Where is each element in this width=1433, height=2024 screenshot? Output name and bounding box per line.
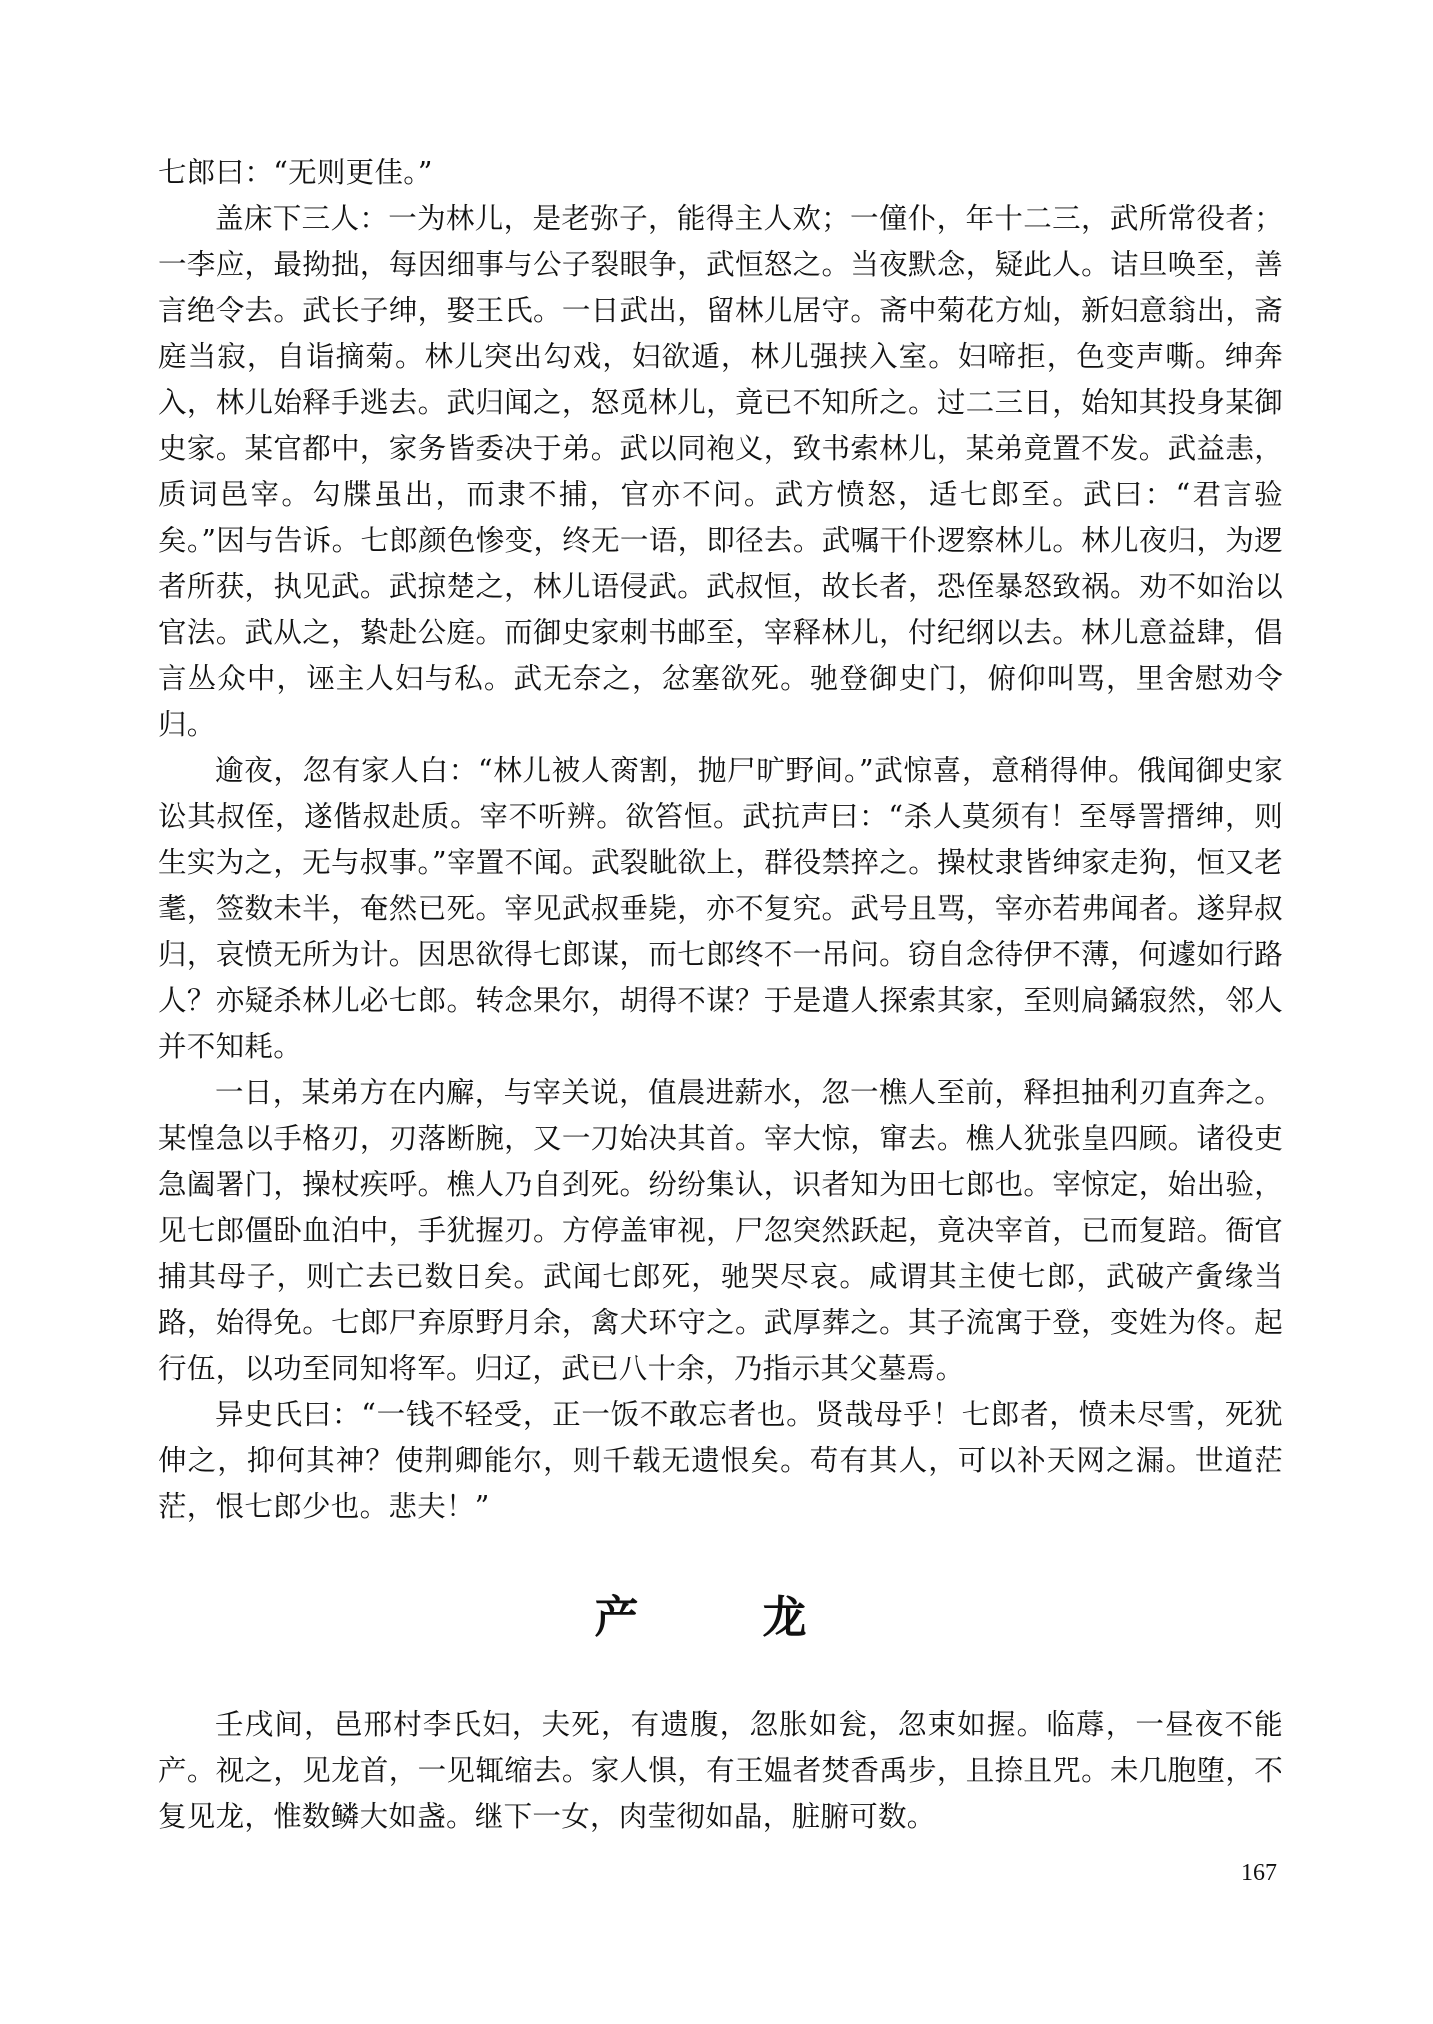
commentary-paragraph: 异史氏曰：“一钱不轻受，正一饭不敢忘者也。贤哉母乎！七郎者，愤未尽雪，死犹伸之，抑何其神？使荆卿能尔，则千载无遗恨矣。苟有其人，可以补天网之漏。世道茫茫，恨七郎少也。悲夫！” [158, 1398, 1283, 1523]
section-spacer [158, 1648, 1283, 1702]
section-spacer [158, 1530, 1283, 1588]
page-number: 167 [1241, 1860, 1277, 1886]
paragraph-continuation: 七郎曰：“无则更佳。” [158, 156, 433, 189]
paragraph: 一日，某弟方在内廨，与宰关说，值晨进薪水，忽一樵人至前，释担抽利刃直奔之。某惶急以手格刃，刃落断腕，又一刀始决其首。宰大惊，窜去。樵人犹张皇四顾。诸役吏急阖署门，操杖疾呼。樵人乃自刭死。纷纷集认，识者知为田七郎也。宰惊定，始出验，见七郎僵卧血泊中，手犹握刃。方停盖审视，尸忽突然跃起，竟决宰首，已而复踣。衙官捕其母子，则亡去已数日矣。武闻七郎死，驰哭尽哀。咸谓其主使七郎，武破产夤缘当路，始得免。七郎尸弃原野月余，禽犬环守之。武厚葬之。其子流寓于登，变姓为佟。起行伍，以功至同知将军。归辽，武已八十余，乃指示其父墓焉。 [158, 1076, 1283, 1385]
page-body [158, 150, 1283, 1840]
story-title: 产 龙 [594, 1592, 847, 1643]
paragraph: 逾夜，忽有家人白：“林儿被人脔割，抛尸旷野间。”武惊喜，意稍得伸。俄闻御史家讼其叔侄，遂偕叔赴质。宰不听辨。欲笞恒。武抗声曰：“杀人莫须有！至辱詈搢绅，则生实为之，无与叔事。”宰置不闻。武裂眦欲上，群役禁捽之。操杖隶皆绅家走狗，恒又老耄，签数未半，奄然已死。宰见武叔垂毙，亦不复究。武号且骂，宰亦若弗闻者。遂舁叔归，哀愤无所为计。因思欲得七郎谋，而七郎终不一吊问。窃自念待伊不薄，何遽如行路人？亦疑杀林儿必七郎。转念果尔，胡得不谋？于是遣人探索其家，至则扃鐍寂然，邻人并不知耗。 [158, 754, 1283, 1063]
paragraph: 盖床下三人：一为林儿，是老弥子，能得主人欢；一僮仆，年十二三，武所常役者；一李应，最拗拙，每因细事与公子裂眼争，武恒怒之。当夜默念，疑此人。诘旦唤至，善言绝令去。武长子绅，娶王氏。一日武出，留林儿居守。斋中菊花方灿，新妇意翁出，斋庭当寂，自诣摘菊。林儿突出勾戏，妇欲遁，林儿强挟入室。妇啼拒，色变声嘶。绅奔入，林儿始释手逃去。武归闻之，怒觅林儿，竟已不知所之。过二三日，始知其投身某御史家。某官都中，家务皆委决于弟。武以同袍义，致书索林儿，某弟竟置不发。武益恚，质词邑宰。勾牒虽出，而隶不捕，官亦不问。武方愤怒，适七郎至。武曰：“君言验矣。”因与告诉。七郎颜色惨变，终无一语，即径去。武嘱干仆逻察林儿。林儿夜归，为逻者所获，执见武。武掠楚之，林儿语侵武。武叔恒，故长者，恐侄暴怒致祸。劝不如治以官法。武从之，絷赴公庭。而御史家刺书邮至，宰释林儿，付纪纲以去。林儿意益肆，倡言丛众中，诬主人妇与私。武无奈之，忿塞欲死。驰登御史门，俯仰叫骂，里舍慰劝令归。 [158, 202, 1283, 741]
paragraph: 壬戌间，邑邢村李氏妇，夫死，有遗腹，忽胀如瓮，忽束如握。临蓐，一昼夜不能产。视之，见龙首，一见辄缩去。家人惧，有王媪者焚香禹步，且捺且咒。未几胞堕，不复见龙，惟数鳞大如盏。继下一女，肉莹彻如晶，脏腑可数。 [158, 1708, 1283, 1833]
